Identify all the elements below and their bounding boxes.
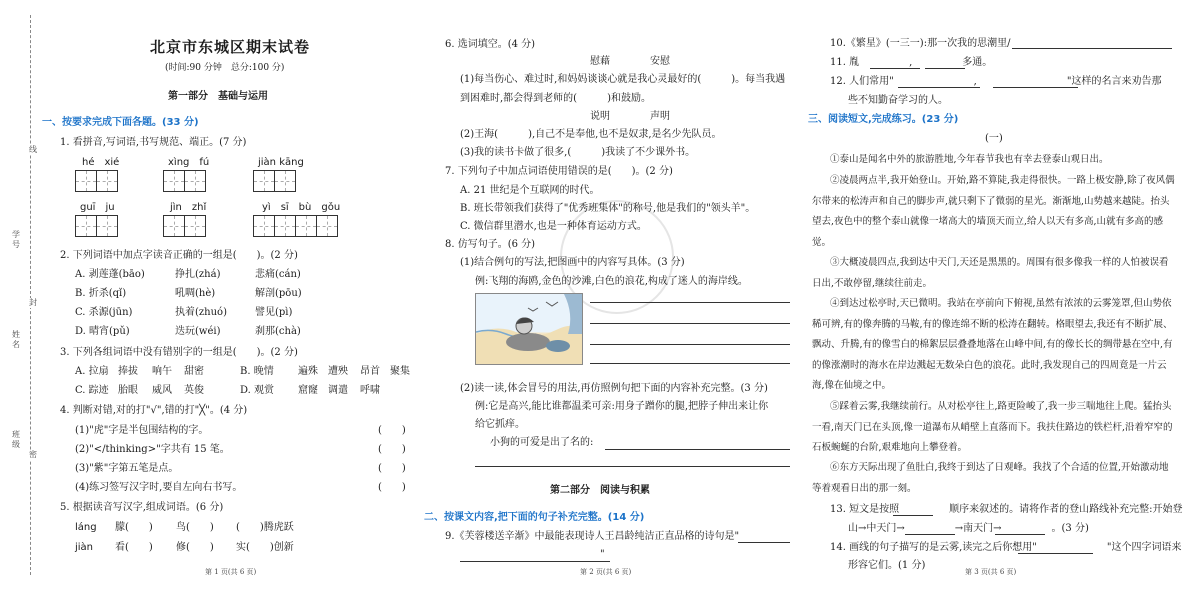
part1-heading: 第一部分 基础与运用: [168, 91, 268, 102]
q4-item-3: (3)"紫"字第五笔是点。: [75, 463, 179, 474]
q14-text-2: 形容它们。(1 分): [848, 560, 926, 571]
q4-answer-3[interactable]: ( ): [378, 463, 406, 474]
q5-text: 5. 根据读音写汉字,组成词语。(6 分): [60, 502, 224, 513]
pinyin-1: hé xié: [82, 157, 120, 168]
q3-c-w4: 英俊: [184, 385, 204, 396]
pinyin-4: guī ju: [80, 202, 115, 213]
margin-label-banji: 班级: [12, 430, 20, 449]
page-title: 北京市东城区期末试卷: [150, 38, 311, 56]
q6-word-choices-1: 慰藉 安慰: [590, 56, 670, 67]
q3-option-a: A. 拉扇: [75, 366, 109, 377]
char-grid-6[interactable]: [253, 215, 338, 237]
q4-answer-4[interactable]: ( ): [378, 482, 406, 493]
q11-answer-line-1[interactable]: [870, 68, 920, 69]
q8-text: 8. 仿写句子。(6 分): [445, 239, 536, 250]
q4-answer-2[interactable]: ( ): [378, 444, 406, 455]
q8-2-example-line2: 给它抓痒。: [475, 419, 525, 430]
passage-paragraph-6: ⑥东方天际出现了鱼肚白,我终于到达了日观峰。我找了个合适的位置,开始激动地等着观看日出的那一刻。: [812, 462, 1169, 494]
q3-a-w2: 捧拔: [118, 366, 138, 377]
binding-line: [30, 15, 31, 575]
q8-1-answer-line-3[interactable]: [590, 344, 790, 345]
q8-1-answer-line-2[interactable]: [590, 323, 790, 324]
q6-text: 6. 选词填空。(4 分): [445, 39, 536, 50]
margin-label-xuehao: 学号: [12, 230, 20, 249]
exam-time: (时间:90 分钟 总分:100 分): [165, 63, 285, 73]
passage-paragraph-4: ④到达过松亭时,天已微明。我站在亭前向下俯视,虽然有浓浓的云雾笼罩,但山势依稀可辨,有的像奔腾的马鞍,有的像连绵不断的松涛在翻转。格眼望去,我还有不断扩展、飘动、升腾,有的像雪白的棉絮层层叠叠地落在山峰中间,有的像长长的绸带悬在空中,有的像涨潮时的海水在岸边溅起无数朵白色的浪花。此时,我发现自己的四周竟是一片云海,像在仙境之中。: [812, 298, 1173, 391]
q12-text: 12. 人们常用" , "这样的名言来劝告那: [830, 76, 1162, 87]
q5-jian-3[interactable]: 实( )创新: [236, 542, 294, 553]
q3-b-w5: 聚集: [390, 366, 410, 377]
q2-d-word3: 刹那(chà): [255, 326, 301, 337]
q8-1: (1)结合例句的写法,把图画中的内容写具体。(3 分): [460, 257, 685, 268]
q2-option-a: A. 剥莲蓬(bāo): [75, 269, 145, 280]
q11-text: 11. 胤 , 多通。: [830, 57, 993, 68]
passage-paragraph-1: ①泰山是闻名中外的旅游胜地,今年春节我也有幸去登泰山观日出。: [830, 154, 1109, 165]
q7-text: 7. 下列句子中加点词语使用错误的是( )。(2 分): [445, 166, 673, 177]
q4-answer-1[interactable]: ( ): [378, 425, 406, 436]
q9-text-end: ": [460, 549, 605, 560]
q12-answer-line-2[interactable]: [993, 87, 1078, 88]
q3-d-w3: 调遣: [328, 385, 348, 396]
q10-text: 10.《繁星》(一三一):那一次我的思潮里/: [830, 38, 1011, 49]
q12-text-2: 些不知勤奋学习的人。: [848, 95, 948, 106]
q8-2-answer-line-1[interactable]: [605, 449, 790, 450]
q7-option-a: A. 21 世纪是个互联网的时代。: [460, 185, 600, 196]
q2-option-d: D. 晴宵(pǔ): [75, 326, 130, 337]
q6-1-line1: (1)每当伤心、难过时,和妈妈谈谈心就是我心灵最好的( )。每当我遇: [460, 74, 786, 85]
passage-paragraph-3: ③大概凌晨四点,我到达中天门,天还是黑黑的。周围有很多像我一样的人怕被误看日出,不敢停留,继续往前走。: [812, 257, 1169, 289]
q3-a-w3: 响午: [152, 366, 172, 377]
beach-illustration: [475, 293, 583, 365]
q14-answer-line[interactable]: [1018, 553, 1093, 554]
q3-option-c: C. 踪迹: [75, 385, 109, 396]
q8-2: (2)读一读,体会冒号的用法,再仿照例句把下面的内容补充完整。(3 分): [460, 383, 768, 394]
section2-heading: 二、按课文内容,把下面的句子补充完整。(14 分): [424, 512, 645, 523]
q5-pinyin-lang: láng: [75, 522, 97, 533]
q6-3: (3)我的读书卡做了很多,( )我读了不少课外书。: [460, 147, 696, 158]
q8-2-answer-line-2[interactable]: [475, 466, 790, 467]
q11-answer-line-2[interactable]: [925, 68, 965, 69]
q13-text: 13. 短文是按照 顺序来叙述的。请将作者的登山路线补充完整:开始登: [830, 504, 1183, 515]
q5-lang-2[interactable]: 鸟( ): [176, 522, 214, 533]
q3-c-w2: 胎眼: [118, 385, 138, 396]
q2-a-word2: 挣扎(zhá): [175, 269, 221, 280]
q13-text-2: 山→中天门→ →南天门→ 。(3 分): [848, 523, 1089, 534]
q8-1-answer-line-4[interactable]: [590, 363, 790, 364]
q2-option-c: C. 杀源(jūn): [75, 307, 133, 318]
q6-2: (2)王海( ),自己不是奉他,也不是奴隶,是名少先队员。: [460, 129, 722, 140]
q5-pinyin-jian: jiàn: [75, 542, 94, 553]
q6-1-line2: 到困难时,都会得到老师的( )和鼓励。: [460, 93, 651, 104]
q2-text: 2. 下列词语中加点字读音正确的一组是( )。(2 分): [60, 250, 298, 261]
margin-mark-xian: 线: [29, 145, 37, 154]
q3-text: 3. 下列各组词语中没有错别字的一组是( )。(2 分): [60, 347, 298, 358]
q4-text: 4. 判断对错,对的打"√",错的打"╳"。(4 分): [60, 405, 248, 416]
q13-answer-line-1[interactable]: [893, 515, 933, 516]
q3-c-w3: 威风: [152, 385, 172, 396]
q3-option-b: B. 晚情: [240, 366, 274, 377]
q3-d-w4: 呼啸: [360, 385, 380, 396]
margin-mark-mi: 密: [29, 450, 37, 459]
passage-paragraph-5: ⑤踩着云雾,我继续前行。从对松亭往上,路更险峻了,我一步三喘地往上爬。猛抬头一看,南天门已在头顶,像一道瀑布从峭壁上直落而下。我扶住路边的铁栏杆,沿着窄窄的石板蜿蜒的台阶,艰难地向上攀登着。: [812, 401, 1173, 453]
q5-jian-1[interactable]: 看( ): [115, 542, 153, 553]
q2-c-word3: 譬见(pì): [255, 307, 293, 318]
q2-a-word3: 悲痛(cán): [255, 269, 301, 280]
q9-answer-line-1[interactable]: [738, 542, 790, 543]
passage-heading: (一): [985, 133, 1003, 144]
char-grid-4[interactable]: [75, 215, 118, 237]
q3-b-w3: 遭殃: [328, 366, 348, 377]
q3-a-w4: 甜密: [184, 366, 204, 377]
q3-option-d: D. 观赏: [240, 385, 275, 396]
q8-2-prompt: 小狗的可爱是出了名的:: [490, 437, 594, 448]
pinyin-6: yì sī bù gǒu: [262, 202, 341, 213]
q7-option-b: B. 班长带领我们获得了"优秀班集体"的称号,他是我们的"领头羊"。: [460, 203, 756, 214]
q2-b-word3: 解剖(pōu): [255, 288, 302, 299]
q8-1-answer-line-1[interactable]: [590, 302, 790, 303]
pinyin-3: jiàn kāng: [258, 157, 304, 168]
q13-answer-line-3[interactable]: [995, 534, 1045, 535]
page2-footer: 第 2 页(共 6 页): [580, 568, 632, 576]
q14-text: 14. 画线的句子描写的是云雾,读完之后你想用" "这个四字词语来: [830, 542, 1182, 553]
margin-label-xingming: 姓名: [12, 330, 20, 349]
q4-item-4: (4)练习签写汉字时,要自左向右书写。: [75, 482, 243, 493]
page3-footer: 第 3 页(共 6 页): [965, 568, 1017, 576]
part2-heading: 第二部分 阅读与积累: [550, 485, 650, 496]
q8-2-example-line1: 例:它是高兴,能比谁都温柔可亲:用身子蹭你的腿,把脖子伸出来让你: [475, 401, 769, 412]
q1-text: 1. 看拼音,写词语,书写规范、端正。(7 分): [60, 137, 247, 148]
q10-answer-line[interactable]: [1012, 48, 1172, 49]
pinyin-2: xìng fú: [168, 157, 210, 168]
q9-text: 9.《芙蓉楼送辛渐》中最能表现诗人王昌龄纯洁正直品格的诗句是": [445, 531, 740, 542]
section1-heading: 一、按要求完成下面各题。(33 分): [42, 117, 199, 128]
q12-answer-line-1[interactable]: [898, 87, 980, 88]
q4-item-2: (2)"</thinking>"字共有 15 笔。: [75, 444, 230, 455]
margin-mark-feng: 封: [29, 298, 37, 307]
section3-heading: 三、阅读短文,完成练习。(23 分): [808, 114, 959, 125]
q4-item-1: (1)"虎"字是半包围结构的字。: [75, 425, 209, 436]
q2-d-word2: 迭玩(wéi): [175, 326, 221, 337]
q5-lang-1[interactable]: 朦( ): [115, 522, 153, 533]
q5-lang-3[interactable]: ( )腾虎跃: [236, 522, 294, 533]
q2-c-word2: 执着(zhuó): [175, 307, 227, 318]
passage-paragraph-2: ②凌晨两点半,我开始登山。开始,路不算陡,我走得很快。一路上极安静,除了夜风偶尔带来的松涛声和自己的脚步声,就只剩下了微弱的星光。渐渐地,山势越来越陡。抬头望去,夜色中的整个泰山就像一堵高大的墙顶天而立,给人以天有多高,山就有多高的感觉。: [812, 175, 1175, 248]
page1-footer: 第 1 页(共 6 页): [205, 568, 257, 576]
q6-word-choices-2: 说明 声明: [590, 111, 670, 122]
q13-answer-line-2[interactable]: [905, 534, 955, 535]
q9-answer-line-2[interactable]: [460, 561, 610, 562]
char-grid-1[interactable]: [75, 170, 118, 192]
q3-d-w2: 窟窿: [298, 385, 318, 396]
q5-jian-2[interactable]: 修( ): [176, 542, 214, 553]
q2-option-b: B. 折杀(qǐ): [75, 288, 127, 299]
q3-b-w4: 昂首: [360, 366, 380, 377]
q8-1-example: 例:飞翔的海鸥,金色的沙滩,白色的浪花,构成了迷人的海岸线。: [475, 276, 748, 287]
char-grid-3[interactable]: [253, 170, 296, 192]
q2-b-word2: 吼啁(hè): [175, 288, 216, 299]
pinyin-5: jìn zhǐ: [170, 202, 207, 213]
char-grid-5[interactable]: [163, 215, 206, 237]
q3-b-w2: 遍殊: [298, 366, 318, 377]
q7-option-c: C. 微信群里潜水,也是一种体育运动方式。: [460, 221, 647, 232]
char-grid-2[interactable]: [163, 170, 206, 192]
